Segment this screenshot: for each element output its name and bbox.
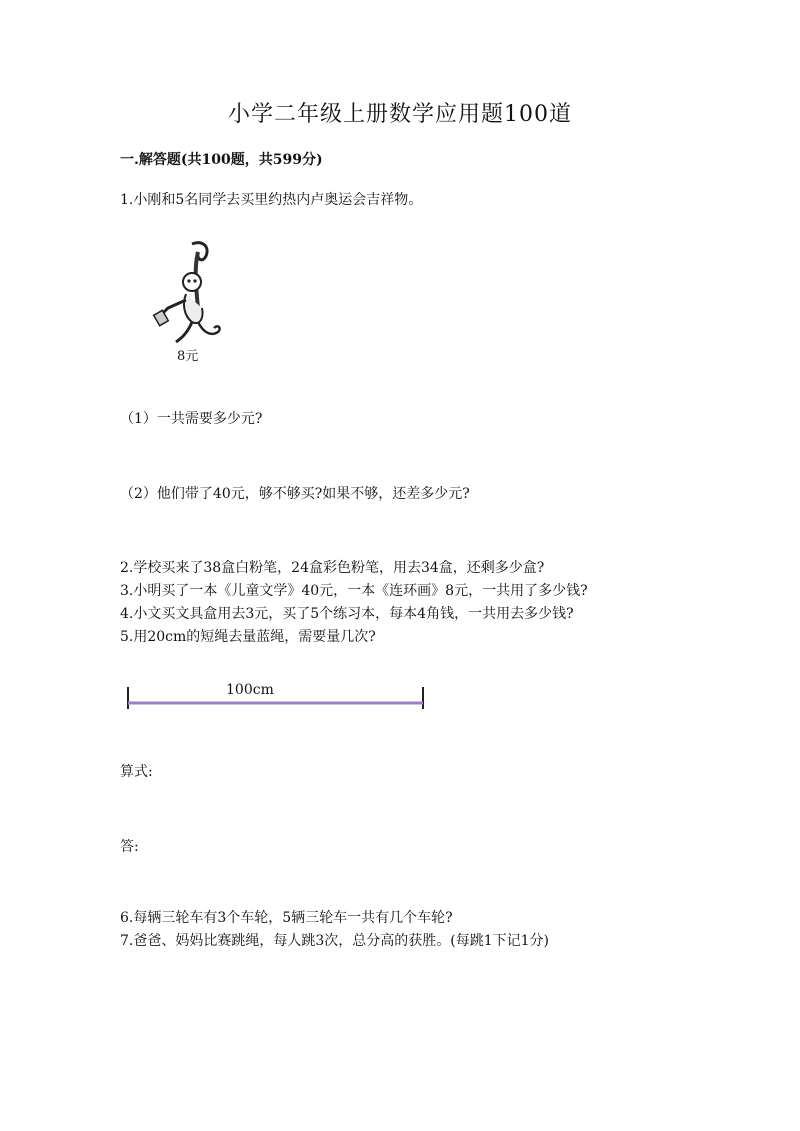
question-1-part-2: （2）他们带了40元，够不够买?如果不够，还差多少元? <box>120 486 470 502</box>
question-4: 4.小文买文具盒用去3元，买了5个练习本，每本4角钱，一共用去多少钱? <box>120 606 574 622</box>
question-5: 5.用20cm的短绳去量蓝绳，需要量几次? <box>120 629 376 645</box>
blue-rope-diagram <box>126 683 426 713</box>
question-3: 3.小明买了一本《儿童文学》40元，一本《连环画》8元，一共用了多少钱? <box>120 583 588 599</box>
page-title: 小学二年级上册数学应用题100道 <box>228 102 572 127</box>
question-6: 6.每辆三轮车有3个车轮，5辆三轮车一共有几个车轮? <box>120 910 453 926</box>
question-1: 1.小刚和5名同学去买里约热内卢奥运会吉祥物。 <box>120 192 423 208</box>
mascot-price: 8元 <box>177 349 199 364</box>
answer-label: 答: <box>120 839 139 855</box>
question-1-part-1: （1）一共需要多少元? <box>120 411 263 427</box>
question-2: 2.学校买来了38盒白粉笔，24盒彩色粉笔，用去34盒，还剩多少盒? <box>120 560 545 576</box>
question-7: 7.爸爸、妈妈比赛跳绳，每人跳3次，总分高的获胜。(每跳1下记1分) <box>120 933 550 949</box>
formula-label: 算式: <box>120 764 153 780</box>
rope-length-label: 100cm <box>226 682 274 698</box>
section-heading: 一.解答题(共100题，共599分) <box>120 152 323 168</box>
